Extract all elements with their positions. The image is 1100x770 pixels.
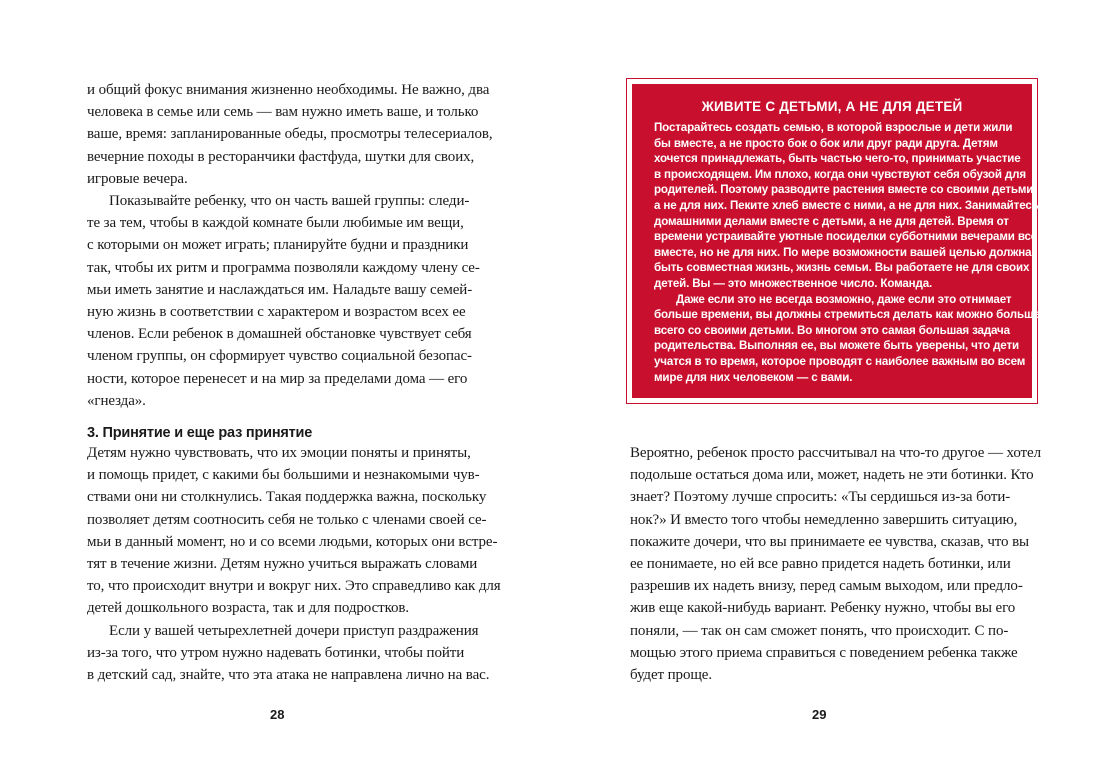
text-line: членом группы, он сформирует чувство социальной безопас- [87,348,472,365]
text-line: ности, которое перенесет и на мир за пределами дома — его [87,370,468,387]
text-line: детей дошкольного возраста, так и для подростков. [87,600,410,617]
text-line: и помощь придет, с какими бы большими и незнакомыми чув- [87,467,480,484]
paragraph-daughter [87,620,490,687]
text-line: ваше, время: запланированные обеды, просмотры телесериалов, [87,126,493,143]
text-line: «гнезда». [87,392,146,409]
text-line: те за тем, чтобы в каждой комнате были любимые им вещи, [87,215,464,232]
text-line: ее понимаете, но ей все равно придется надеть ботинки, или [630,555,1011,572]
text-line: в детский сад, знайте, что эта атака не направлена лично на вас. [87,667,490,684]
text-line: из-за того, что утром нужно надевать ботинки, чтобы пойти [87,645,465,662]
sidebar-line: домашними делами вместе с детьми, а не для детей. Время от [654,214,1009,228]
paragraph-right-body [630,442,1041,686]
text-line: Если у вашей четырехлетней дочери приступ раздражения [109,623,479,639]
text-line: так, чтобы их ритм и программа позволяли каждому члену се- [87,259,480,276]
text-line: разрешив их надеть внизу, перед самым выходом, или предло- [630,578,1023,595]
sidebar-line: родителей. Поэтому разводите растения вместе со своими детьми, [654,183,1037,197]
sidebar-panel [632,84,1040,398]
sidebar-line: больше времени, вы должны стремиться делать как можно больше [654,308,1040,322]
sidebar-line: всего со своими детьми. Во многом это самая большая задача [654,323,1010,337]
text-line: жив еще какой-нибудь вариант. Ребенку нужно, чтобы вы его [630,600,1016,617]
sidebar-line: Даже если это не всегда возможно, даже если это отнимает [676,292,1012,306]
sidebar-line: родительства. Выполняя ее, вы можете быть уверены, что дети [654,339,1019,353]
text-line: нок?» И вместо того чтобы немедленно завершить ситуацию, [630,511,1018,528]
sidebar-line: вместе, но не для них. По мере возможности вашей целью должна [654,245,1032,259]
sidebar-line: бы вместе, а не просто бок о бок или друг ради друга. Детям [654,136,998,150]
text-line: человека в семье или семь — вам нужно иметь ваше, и только [87,104,479,121]
text-line: знает? Поэтому лучше спросить: «Ты сердишься из-за боти- [630,489,1011,506]
text-line: Показывайте ребенку, что он часть вашей группы: следи- [109,193,470,209]
text-line: мощью этого приема справиться с поведением ребенка также [630,644,1018,661]
text-line: позволяет детям соотносить себя не только с членами своей се- [87,511,487,528]
text-line: с которыми он может играть; планируйте будни и праздники [87,237,469,254]
right-page [550,0,1100,770]
section-heading-text: 3. Принятие и еще раз принятие [87,425,313,441]
text-line: ствами они ни столкнулись. Такая поддержка важна, поскольку [87,489,487,506]
text-line: вечерние походы в ресторанчики фастфуда, шутки для своих, [87,148,475,165]
text-line: ную жизнь в соответствии с характером и возрастом всех ее [87,303,466,320]
text-line: подольше остаться дома или, может, надеть не эти ботинки. Кто [630,467,1034,484]
sidebar-line: а не для них. Пеките хлеб вместе с ними, а не для них. Занимайтесь [654,198,1039,212]
sidebar-line: Постарайтесь создать семью, в которой взрослые и дети жили [654,121,1013,134]
sidebar-line: быть совместная жизнь, жизнь семьи. Вы работаете не для своих [654,261,1030,275]
sidebar-box [626,78,1038,404]
paragraph-acceptance [87,442,501,620]
text-line: мьи иметь занятие и наслаждаться им. Наладьте вашу семей- [87,281,473,298]
text-line: членов. Если ребенок в домашней обстановке чувствует себя [87,326,472,343]
sidebar-line: мире для них человеком — с вами. [654,370,853,384]
text-line: Детям нужно чувствовать, что их эмоции поняты и приняты, [87,445,471,461]
text-line: то, что происходит внутри и вокруг них. Это справедливо как для [87,578,501,595]
text-line: и общий фокус внимания жизненно необходимы. Не важно, два [87,82,490,98]
sidebar-line: в происходящем. Им плохо, когда они чувствуют себя обузой для [654,167,1026,181]
sidebar-line: хочется принадлежать, быть частью чего-то, принимать участие [654,152,1021,166]
sidebar-title: ЖИВИТЕ С ДЕТЬМИ, А НЕ ДЛЯ ДЕТЕЙ [701,99,963,114]
text-line: мьи в данный момент, но и со всеми людьми, которых они встре- [87,533,498,550]
intro-paragraph [87,79,493,190]
text-line: Вероятно, ребенок просто рассчитывал на что-то другое — хотел [630,445,1041,461]
sidebar-paragraph-1 [654,120,1039,292]
page-number: 28 [270,707,285,722]
text-line: покажите дочери, что вы принимаете ее чувства, сказав, что вы [630,533,1030,550]
text-line: будет проще. [630,666,712,683]
text-line: тят в течение жизни. Детям нужно учиться выражать словами [87,555,478,572]
paragraph-group-membership [87,190,487,412]
text-line: игровые вечера. [87,170,188,187]
section-heading [87,422,487,444]
sidebar-line: времени устраивайте уютные посиделки субботними вечерами все [654,230,1038,244]
sidebar-paragraph-2 [654,292,1040,386]
text-line: поняли, — так он сам сможет понять, что происходит. С по- [630,622,1009,639]
sidebar-line: учатся в то время, которое проводят с наиболее важным во всем [654,354,1026,368]
page-number: 29 [812,707,827,722]
sidebar-line: детей. Вы — это множественное число. Команда. [654,276,933,290]
